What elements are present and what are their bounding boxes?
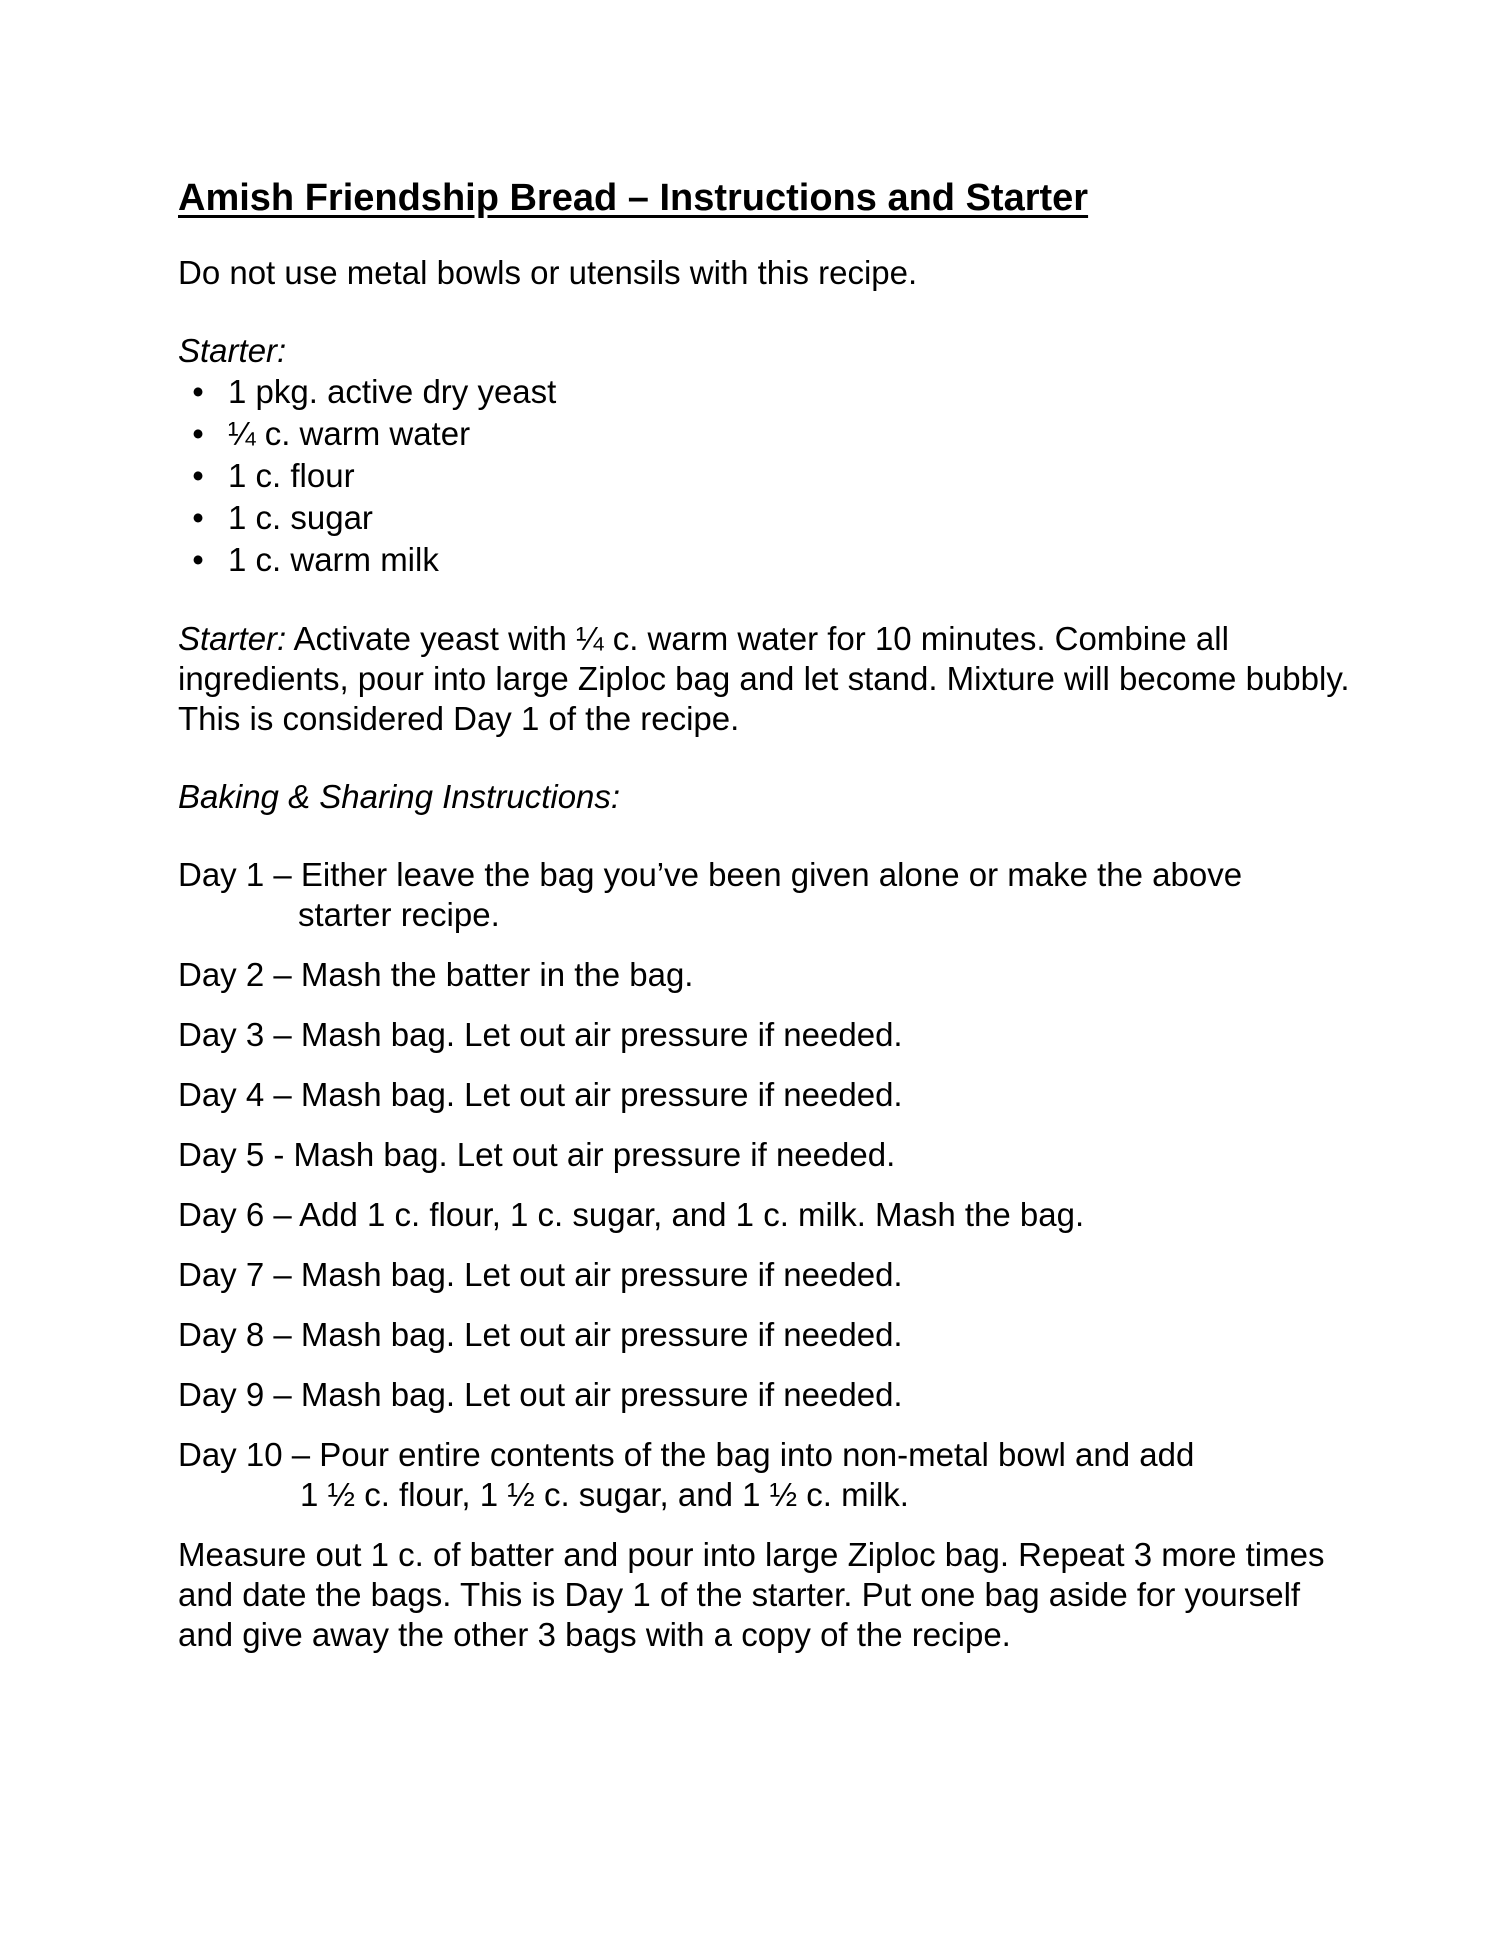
day-item: Day 2 – Mash the batter in the bag. — [178, 956, 694, 993]
baking-heading: Baking & Sharing Instructions: — [178, 778, 621, 815]
ingredient-item: • ¼ c. warm water — [178, 413, 1358, 455]
page-title: Amish Friendship Bread – Instructions and Starter — [178, 177, 1089, 219]
day-list — [178, 855, 1358, 1515]
day-item: Day 9 – Mash bag. Let out air pressure if needed. — [178, 1376, 903, 1413]
day-item: Day 4 – Mash bag. Let out air pressure if needed. — [178, 1076, 903, 1113]
day-item: Day 3 – Mash bag. Let out air pressure if needed. — [178, 1016, 903, 1053]
day-item: Day 8 – Mash bag. Let out air pressure if needed. — [178, 1316, 903, 1353]
ingredient-item: • 1 c. warm milk — [178, 539, 1358, 581]
closing-instructions: Measure out 1 c. of batter and pour into large Ziploc bag. Repeat 3 more times and date the bags. This is Day 1 of the starter. Put one bag aside for yourself and give away the other 3 bags with a copy of the recipe. — [178, 1536, 1325, 1653]
starter-instructions-text: Activate yeast with ¼ c. warm water for 10 minutes. Combine all ingredients, pour into large Ziploc bag and let stand. Mixture will become bubbly. This is considered Day 1 of the recipe. — [178, 620, 1350, 737]
bullet-icon: • — [192, 541, 204, 578]
day-item: Day 6 – Add 1 c. flour, 1 c. sugar, and 1 c. milk. Mash the bag. — [178, 1196, 1085, 1233]
bullet-icon: • — [192, 457, 204, 494]
ingredient-item: • 1 c. sugar — [178, 497, 1358, 539]
day-item: Day 7 – Mash bag. Let out air pressure if needed. — [178, 1256, 903, 1293]
warning-note: Do not use metal bowls or utensils with this recipe. — [178, 254, 918, 291]
recipe-page — [178, 175, 1358, 1655]
day-item: Day 10 – Pour entire contents of the bag into non-metal bowl and add 1 ½ c. flour, 1 ½ c. sugar, and 1 ½ c. milk. — [178, 1436, 1195, 1513]
starter-instructions-label: Starter: — [178, 620, 287, 657]
ingredient-item: • 1 c. flour — [178, 455, 1358, 497]
bullet-icon: • — [192, 415, 204, 452]
starter-heading: Starter: — [178, 332, 287, 369]
day-item: Day 5 - Mash bag. Let out air pressure if needed. — [178, 1136, 896, 1173]
ingredient-list — [178, 371, 1358, 581]
bullet-icon: • — [192, 373, 204, 410]
ingredient-item: • 1 pkg. active dry yeast — [178, 371, 1358, 413]
starter-instructions — [178, 619, 1358, 739]
bullet-icon: • — [192, 499, 204, 536]
day-item: Day 1 – Either leave the bag you’ve been given alone or make the above starter recipe. — [178, 856, 1243, 933]
